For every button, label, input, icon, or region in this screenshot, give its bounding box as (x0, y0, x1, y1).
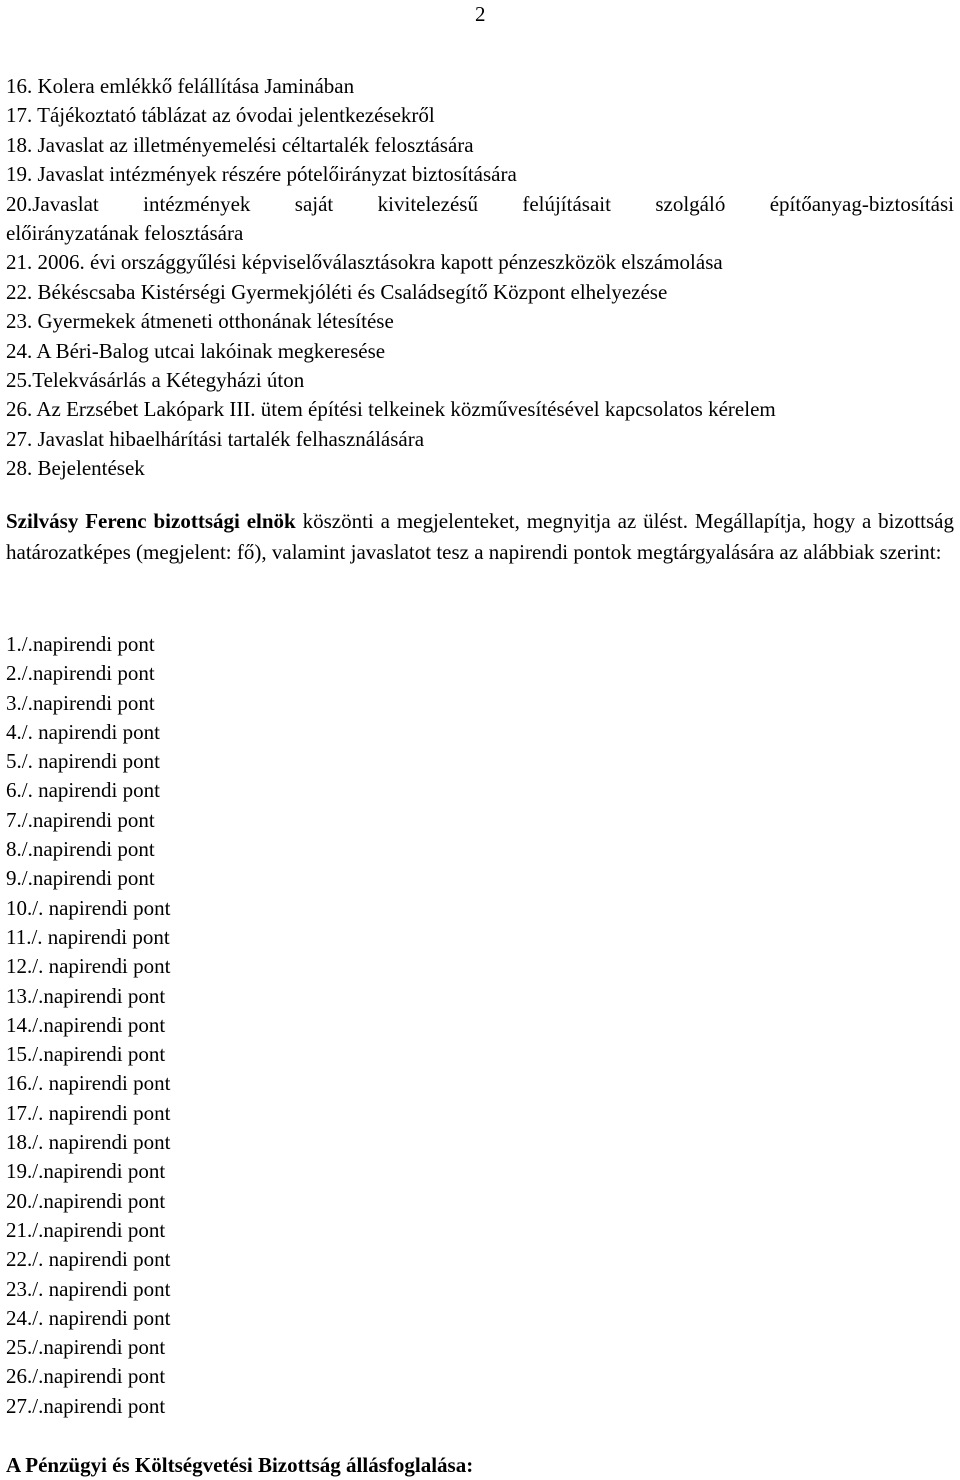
agenda-point: 17./. napirendi pont (6, 1100, 171, 1125)
agenda-item: 28. Bejelentések (6, 456, 145, 481)
agenda-item: 17. Tájékoztató táblázat az óvodai jelentkezésekről (6, 103, 435, 128)
agenda-item-line: előirányzatának felosztására (6, 220, 244, 245)
agenda-point: 5./. napirendi pont (6, 749, 160, 774)
agenda-point: 14./.napirendi pont (6, 1012, 166, 1037)
agenda-point: 6./. napirendi pont (6, 778, 160, 803)
agenda-point: 19./.napirendi pont (6, 1159, 166, 1184)
agenda-point: 23./. napirendi pont (6, 1276, 171, 1301)
agenda-item: 18. Javaslat az illetményemelési céltartalék felosztására (6, 132, 474, 157)
agenda-point: 15./.napirendi pont (6, 1042, 166, 1067)
agenda-point: 3./.napirendi pont (6, 690, 155, 715)
agenda-point: 20./.napirendi pont (6, 1188, 166, 1213)
agenda-point: 7./.napirendi pont (6, 807, 155, 832)
agenda-item (6, 190, 954, 249)
chair-name: Szilvásy Ferenc bizottsági elnök (6, 509, 296, 533)
agenda-point: 16./. napirendi pont (6, 1071, 171, 1096)
opening-paragraph (6, 506, 954, 568)
agenda-item-line: 20.Javaslat intézmények saját kivitelezésű felújításait szolgáló építőanyag-biztosítási (6, 191, 954, 216)
agenda-point: 22./. napirendi pont (6, 1247, 171, 1272)
page-number: 2 (475, 2, 486, 26)
agenda-point: 27./.napirendi pont (6, 1393, 166, 1418)
agenda-item: 22. Békéscsaba Kistérségi Gyermekjóléti és Családsegítő Központ elhelyezése (6, 279, 668, 304)
agenda-point: 9./.napirendi pont (6, 866, 155, 891)
agenda-item: 24. A Béri-Balog utcai lakóinak megkeresése (6, 338, 386, 363)
agenda-point: 10./. napirendi pont (6, 895, 171, 920)
agenda-point: 25./.napirendi pont (6, 1335, 166, 1360)
agenda-point: 2./.napirendi pont (6, 661, 155, 686)
agenda-point: 24./. napirendi pont (6, 1305, 171, 1330)
agenda-points-list (6, 630, 170, 1421)
agenda-point: 12./. napirendi pont (6, 954, 171, 979)
agenda-item: 23. Gyermekek átmeneti otthonának létesítése (6, 309, 394, 334)
committee-position-heading: A Pénzügyi és Költségvetési Bizottság állásfoglalása: (6, 1453, 474, 1477)
agenda-item: 16. Kolera emlékkő felállítása Jaminában (6, 74, 355, 98)
agenda-point: 8./.napirendi pont (6, 837, 155, 862)
agenda-point: 21./.napirendi pont (6, 1217, 166, 1242)
agenda-point: 1./.napirendi pont (6, 632, 155, 656)
agenda-item: 26. Az Erzsébet Lakópark III. ütem építési telkeinek közművesítésével kapcsolatos kérelem (6, 397, 776, 422)
agenda-item: 27. Javaslat hibaelhárítási tartalék felhasználására (6, 426, 425, 451)
agenda-item: 25.Telekvásárlás a Kétegyházi úton (6, 367, 305, 392)
opening-text: köszönti a megjelenteket, megnyitja az ülést. Megállapítja, hogy a bizottság határozatképes (megjelent: fő), valamint javaslatot tesz a napirendi pontok megtárgyalására az alábbiak szerint: (6, 509, 955, 564)
agenda-point: 11./. napirendi pont (6, 924, 170, 949)
agenda-item: 21. 2006. évi országgyűlési képviselőválasztásokra kapott pénzeszközök elszámolása (6, 250, 723, 275)
agenda-list (6, 72, 954, 484)
agenda-point: 26./.napirendi pont (6, 1364, 166, 1389)
agenda-item: 19. Javaslat intézmények részére pótelőirányzat biztosítására (6, 162, 517, 187)
agenda-point: 13./.napirendi pont (6, 983, 166, 1008)
agenda-point: 18./. napirendi pont (6, 1130, 171, 1155)
agenda-point: 4./. napirendi pont (6, 719, 160, 744)
